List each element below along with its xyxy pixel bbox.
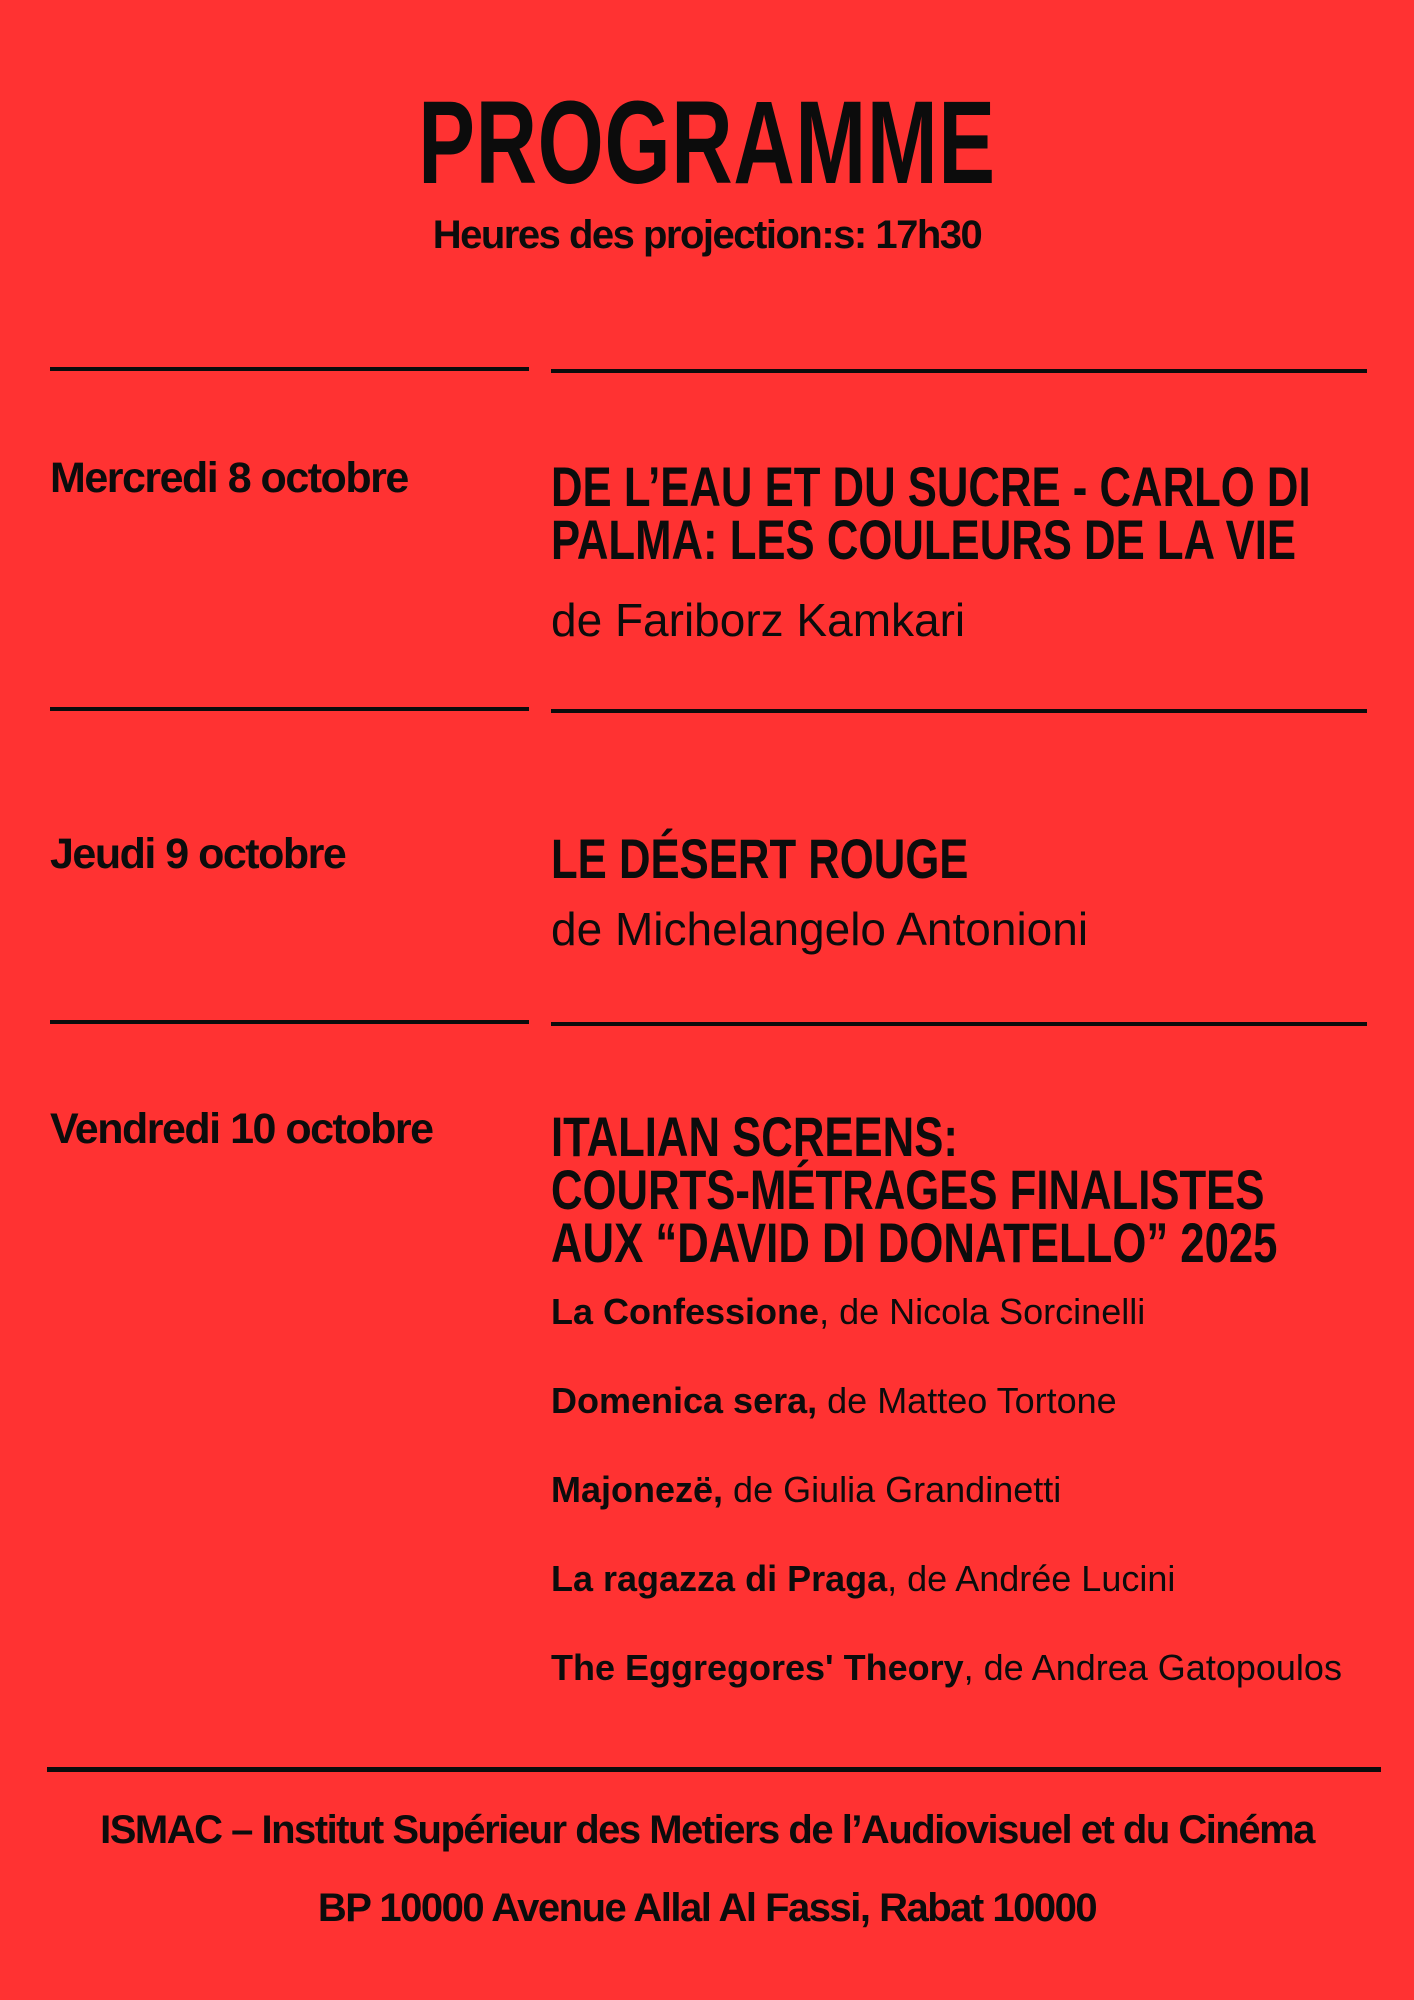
- short-film-credit: de Giulia Grandinetti: [723, 1469, 1062, 1510]
- screening-day: Mercredi 8 octobre: [50, 454, 408, 502]
- footer-address: BP 10000 Avenue Allal Al Fassi, Rabat 10000: [317, 1886, 1097, 1930]
- short-film-credit: de Matteo Tortone: [817, 1380, 1117, 1421]
- screening-day: Jeudi 9 octobre: [50, 830, 346, 878]
- short-film-name: La Confessione: [551, 1291, 820, 1332]
- shorts-list: [551, 1290, 1342, 1735]
- list-item: [551, 1290, 1342, 1379]
- film-title: [551, 455, 1311, 571]
- divider-left: [50, 367, 529, 371]
- short-film-name: Majonezë,: [551, 1469, 724, 1510]
- film-title-line: COURTS-MÉTRAGES FINALISTES: [551, 1158, 1265, 1221]
- divider-left: [50, 707, 529, 711]
- short-film-credit: , de Andrea Gatopoulos: [963, 1647, 1342, 1688]
- film-title-line: AUX “DAVID DI DONATELLO” 2025: [551, 1211, 1278, 1274]
- film-director: de Michelangelo Antonioni: [551, 903, 1089, 955]
- film-title-line: DE L’EAU ET DU SUCRE - CARLO DI: [551, 455, 1311, 518]
- short-film-credit: , de Nicola Sorcinelli: [819, 1291, 1146, 1332]
- film-title: [551, 827, 969, 890]
- footer-divider: [47, 1767, 1381, 1772]
- list-item: [551, 1468, 1342, 1557]
- list-item: [551, 1646, 1342, 1735]
- divider-left: [50, 1020, 529, 1024]
- page-title: PROGRAMME: [418, 77, 996, 209]
- screening-time: Heures des projection:s: 17h30: [432, 213, 982, 257]
- short-film-name: La ragazza di Praga: [551, 1558, 888, 1599]
- film-title-line: PALMA: LES COULEURS DE LA VIE: [551, 508, 1297, 571]
- film-title-line: ITALIAN SCREENS:: [551, 1105, 958, 1168]
- divider-right: [551, 1022, 1367, 1026]
- film-title: [551, 1105, 1278, 1274]
- short-film-name: Domenica sera,: [551, 1380, 818, 1421]
- short-film-credit: , de Andrée Lucini: [887, 1558, 1176, 1599]
- divider-right: [551, 709, 1367, 713]
- screening-day: Vendredi 10 octobre: [50, 1105, 433, 1153]
- footer-institute: ISMAC – Institut Supérieur des Metiers de l’Audiovisuel et du Cinéma: [100, 1808, 1314, 1852]
- film-title-line: LE DÉSERT ROUGE: [551, 827, 969, 890]
- film-director: de Fariborz Kamkari: [551, 594, 966, 646]
- list-item: [551, 1379, 1342, 1468]
- short-film-name: The Eggregores' Theory: [551, 1647, 964, 1688]
- list-item: [551, 1557, 1342, 1646]
- divider-right: [551, 369, 1367, 373]
